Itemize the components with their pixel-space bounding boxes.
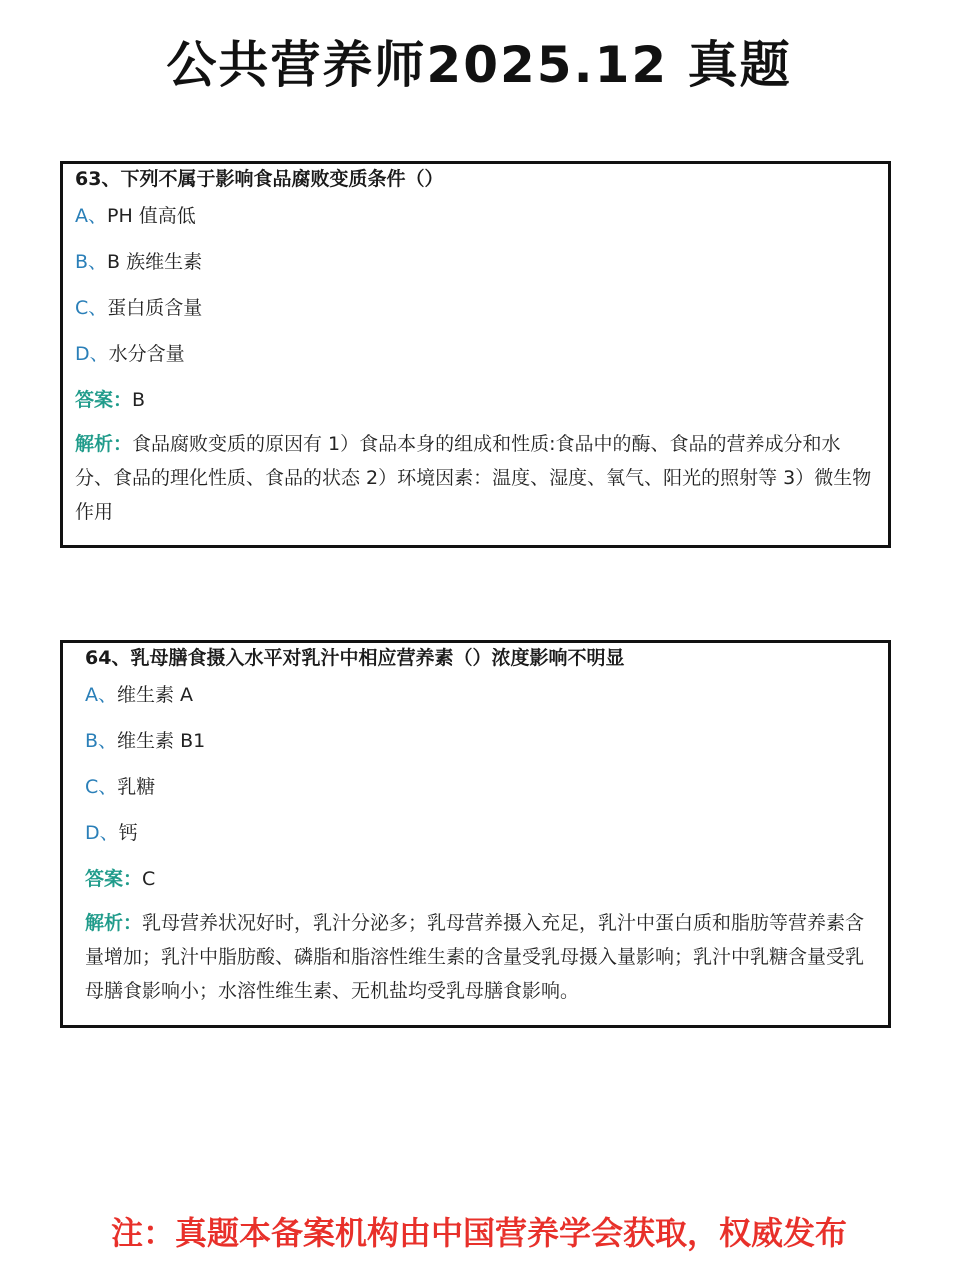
option-a [75, 193, 876, 239]
option-d [75, 331, 876, 377]
question-card-63 [60, 161, 891, 548]
option-d [85, 810, 866, 856]
option-letter: D、 [85, 822, 119, 844]
option-text: B 族维生素 [107, 251, 203, 273]
option-letter: B、 [85, 730, 118, 752]
option-b [85, 718, 866, 764]
answer-label: 答案： [75, 389, 133, 411]
question-title: 64、乳母膳食摄入水平对乳汁中相应营养素（）浓度影响不明显 [85, 647, 625, 669]
page-title: 公共营养师2025.12 真题 [166, 36, 792, 94]
analysis-body: 食品腐败变质的原因有 1）食品本身的组成和性质:食品中的酶、食品的营养成分和水分、食品的理化性质、食品的状态 2）环境因素：温度、湿度、氧气、阳光的照射等 3）微生物作用 [75, 433, 872, 523]
answer-label: 答案： [85, 868, 143, 890]
option-text: 蛋白质含量 [107, 297, 203, 319]
option-text: 钙 [118, 822, 138, 844]
answer-value: B [132, 389, 146, 411]
question-title: 63、下列不属于影响食品腐败变质条件（） [75, 168, 444, 190]
answer-row [75, 377, 876, 423]
analysis-text [75, 427, 876, 529]
option-text: 维生素 A [117, 684, 194, 706]
option-letter: C、 [75, 297, 108, 319]
option-letter: A、 [85, 684, 117, 706]
analysis-label: 解析： [85, 912, 143, 934]
answer-row [85, 856, 866, 902]
question-card-64 [60, 640, 891, 1028]
option-b [75, 239, 876, 285]
option-letter: A、 [75, 205, 107, 227]
option-text: 水分含量 [108, 343, 185, 365]
analysis-label: 解析： [75, 433, 133, 455]
analysis-text [85, 906, 866, 1008]
option-text: PH 值高低 [107, 205, 196, 227]
option-text: 乳糖 [117, 776, 156, 798]
option-letter: D、 [75, 343, 109, 365]
footer-note: 注：真题本备案机构由中国营养学会获取，权威发布 [110, 1214, 847, 1252]
option-letter: B、 [75, 251, 108, 273]
option-text: 维生素 B1 [117, 730, 206, 752]
option-letter: C、 [85, 776, 118, 798]
option-c [75, 285, 876, 331]
answer-value: C [142, 868, 156, 890]
option-a [85, 672, 866, 718]
analysis-body: 乳母营养状况好时，乳汁分泌多；乳母营养摄入充足，乳汁中蛋白质和脂肪等营养素含量增加；乳汁中脂肪酸、磷脂和脂溶性维生素的含量受乳母摄入量影响；乳汁中乳糖含量受乳母膳食影响小；水溶性维生素、无机盐均受乳母膳食影响。 [85, 912, 865, 1002]
option-c [85, 764, 866, 810]
